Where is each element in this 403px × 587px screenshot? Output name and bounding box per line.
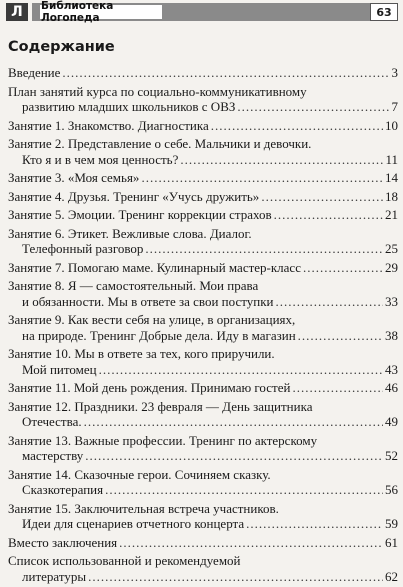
toc-entry-title: Кто я и в чем моя ценность? — [22, 151, 179, 167]
dot-leader — [275, 294, 383, 310]
toc-entry-title: литературы — [22, 568, 87, 584]
toc-entry-title: Сказкотерапия — [22, 482, 104, 497]
toc-entry-title: Телефонный разговор — [22, 241, 144, 256]
toc-page-number: 29 — [385, 259, 398, 275]
toc-entry-title: Занятие 8. Я — самостоятельный. Мои права — [8, 278, 259, 293]
toc-heading: Содержание — [8, 39, 115, 55]
toc-entry-title: Занятие 5. Эмоции. Тренинг коррекции страхов — [8, 207, 272, 222]
table-of-contents — [8, 65, 398, 587]
toc-entry-title: Введение — [8, 65, 61, 80]
toc-page-number: 43 — [385, 361, 398, 377]
toc-entry-title: Занятие 9. Как вести себя на улице, в организациях, — [8, 312, 296, 327]
toc-page-number: 56 — [385, 482, 398, 497]
toc-entry-title: Занятие 1. Знакомство. Диагностика — [8, 117, 209, 133]
toc-page-number: 33 — [385, 293, 398, 309]
dot-leader — [84, 414, 383, 430]
toc-page-number: 52 — [385, 448, 398, 463]
dot-leader — [237, 99, 389, 115]
toc-entry-title: и обязанности. Мы в ответе за свои поступки — [22, 293, 274, 309]
toc-page-number: 14 — [385, 170, 398, 185]
toc-entry[interactable] — [8, 346, 398, 377]
toc-page-number: 62 — [385, 568, 398, 584]
toc-entry[interactable] — [8, 226, 398, 257]
toc-entry[interactable] — [8, 535, 398, 551]
toc-entry[interactable] — [8, 65, 398, 81]
toc-entry[interactable] — [8, 501, 398, 532]
toc-entry[interactable] — [8, 433, 398, 464]
toc-entry[interactable] — [8, 278, 398, 309]
toc-entry[interactable] — [8, 170, 398, 186]
toc-entry-title: Занятие 10. Мы в ответе за тех, кого приручили. — [8, 346, 275, 361]
page-number: 63 — [370, 3, 398, 21]
toc-entry-title: Занятие 2. Представление о себе. Мальчики и девочки. — [8, 136, 312, 151]
toc-page-number: 3 — [391, 65, 398, 80]
toc-page-number: 59 — [385, 516, 398, 531]
toc-entry-title: Занятие 12. Праздники. 23 февраля — День защитника — [8, 398, 313, 414]
dot-leader — [119, 535, 383, 551]
toc-page-number: 61 — [385, 534, 398, 550]
toc-entry-title: Вместо заключения — [8, 534, 118, 550]
toc-entry[interactable] — [8, 467, 398, 498]
toc-entry-title: Идеи для сценариев отчетного концерта — [22, 516, 245, 531]
series-title: Библиотека Логопеда — [40, 5, 162, 19]
toc-page-number: 10 — [385, 117, 398, 133]
toc-page-number: 7 — [391, 99, 398, 114]
toc-page-number: 18 — [385, 188, 398, 204]
toc-page-number: 21 — [385, 207, 398, 222]
toc-page-number: 49 — [385, 414, 398, 429]
toc-entry-title: развитию младших школьников с ОВЗ — [22, 99, 236, 114]
toc-entry-title: Занятие 4. Друзья. Тренинг «Учусь дружить» — [8, 188, 260, 204]
toc-entry-title: Занятие 14. Сказочные герои. Сочиняем сказку. — [8, 466, 271, 482]
dot-leader — [246, 516, 383, 532]
dot-leader — [105, 482, 383, 498]
toc-page-number: 11 — [385, 151, 398, 167]
dot-leader — [261, 189, 383, 205]
toc-entry-title: Отечества. — [22, 414, 82, 429]
page-header — [6, 0, 398, 24]
dot-leader — [88, 569, 383, 585]
toc-entry-title: Занятие 3. «Моя семья» — [8, 170, 140, 185]
dot-leader — [292, 380, 383, 396]
dot-leader — [145, 241, 383, 257]
dot-leader — [62, 65, 389, 81]
dot-leader — [180, 152, 383, 168]
toc-entry-title: Занятие 11. Мой день рождения. Принимаю гостей — [8, 380, 291, 395]
toc-entry-title: мастерству — [22, 448, 84, 463]
dot-leader — [85, 448, 383, 464]
toc-entry[interactable] — [8, 136, 398, 167]
toc-entry-title: Занятие 7. Помогаю маме. Кулинарный мастер-класс — [8, 259, 301, 275]
toc-entry-title: на природе. Тренинг Добрые дела. Иду в магазин — [22, 327, 296, 343]
toc-page-number: 25 — [385, 241, 398, 256]
dot-leader — [298, 328, 383, 344]
toc-entry[interactable] — [8, 84, 398, 115]
dot-leader — [141, 170, 383, 186]
toc-entry[interactable] — [8, 189, 398, 205]
toc-entry-title: План занятий курса по социально-коммуникативному — [8, 83, 307, 99]
toc-entry[interactable] — [8, 207, 398, 223]
toc-entry[interactable] — [8, 553, 398, 584]
toc-entry[interactable] — [8, 118, 398, 134]
toc-entry-title: Занятие 13. Важные профессии. Тренинг по актерскому — [8, 432, 318, 448]
dot-leader — [303, 260, 383, 276]
toc-entry[interactable] — [8, 380, 398, 396]
toc-entry-title: Занятие 6. Этикет. Вежливые слова. Диалог. — [8, 225, 252, 241]
toc-page-number: 46 — [385, 380, 398, 395]
toc-entry-title: Занятие 15. Заключительная встреча участников. — [8, 500, 279, 516]
toc-entry-title: Список использованной и рекомендуемой — [8, 553, 241, 568]
toc-entry[interactable] — [8, 260, 398, 276]
toc-entry-title: Мой питомец — [22, 361, 97, 377]
series-logo: Л — [6, 3, 28, 21]
dot-leader — [211, 118, 383, 134]
toc-entry[interactable] — [8, 312, 398, 343]
dot-leader — [274, 207, 383, 223]
dot-leader — [99, 362, 383, 378]
toc-entry[interactable] — [8, 399, 398, 430]
toc-page-number: 38 — [385, 327, 398, 343]
